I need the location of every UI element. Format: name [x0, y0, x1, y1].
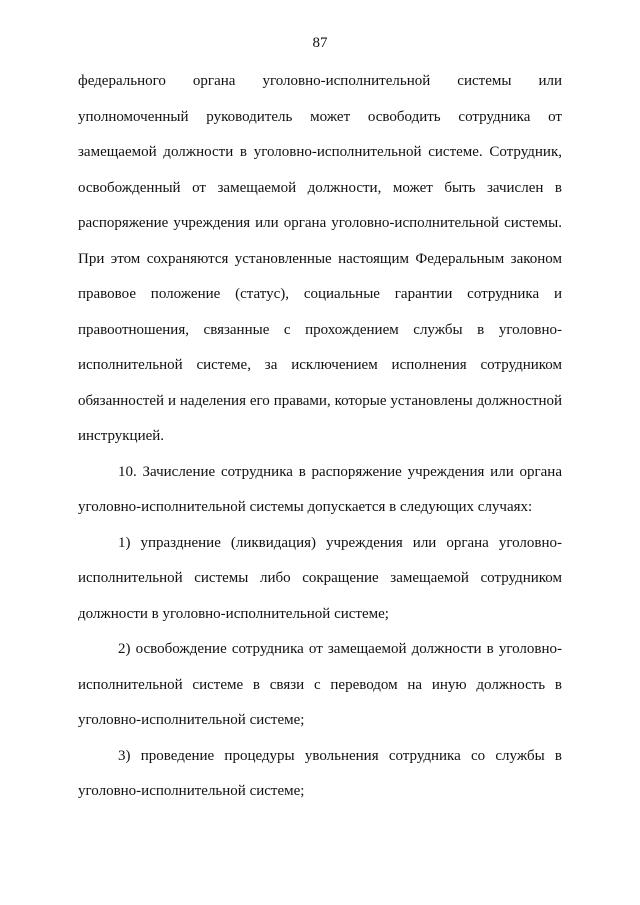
paragraph-continuation — [78, 64, 562, 455]
text-line: обязанностей и наделения его правами, которые установлены должностной — [78, 392, 562, 409]
text-line: распоряжение учреждения или органа уголовно-исполнительной системы. — [78, 215, 562, 231]
page-number: 87 — [312, 35, 328, 51]
text-line: 2) освобождение сотрудника от замещаемой должности в уголовно- — [118, 641, 562, 657]
text-line: уголовно-исполнительной системе; — [78, 783, 305, 799]
text-line: исполнительной системе в связи с переводом на иную должность в — [78, 676, 562, 693]
paragraph-subitem-3 — [78, 739, 562, 810]
text-line: освобожденный от замещаемой должности, может быть зачислен в — [78, 179, 562, 196]
document-body — [78, 64, 562, 810]
text-line: замещаемой должности в уголовно-исполнительной системе. Сотрудник, — [78, 144, 562, 160]
paragraph-subitem-2 — [78, 632, 562, 739]
text-line: правоотношения, связанные с прохождением службы в уголовно- — [78, 321, 562, 338]
text-line: должности в уголовно-исполнительной системе; — [78, 605, 389, 622]
text-line: уголовно-исполнительной системе; — [78, 712, 305, 728]
text-line: 1) упразднение (ликвидация) учреждения или органа уголовно- — [118, 534, 562, 551]
text-line: инструкцией. — [78, 428, 165, 444]
text-line: исполнительной системы либо сокращение замещаемой сотрудником — [78, 570, 562, 586]
text-line: При этом сохраняются установленные настоящим Федеральным законом — [78, 250, 562, 267]
text-line: 3) проведение процедуры увольнения сотрудника со службы в — [118, 747, 562, 764]
paragraph-subitem-1 — [78, 526, 562, 633]
text-line: 10. Зачисление сотрудника в распоряжение учреждения или органа — [118, 463, 562, 480]
text-line: правовое положение (статус), социальные гарантии сотрудника и — [78, 286, 562, 302]
paragraph-item-10 — [78, 455, 562, 526]
text-line: уголовно-исполнительной системы допускается в следующих случаях: — [78, 499, 533, 515]
text-line: федерального органа уголовно-исполнительной системы или — [78, 73, 562, 89]
text-line: уполномоченный руководитель может освободить сотрудника от — [78, 108, 562, 125]
text-line: исполнительной системе, за исключением исполнения сотрудником — [78, 357, 562, 373]
